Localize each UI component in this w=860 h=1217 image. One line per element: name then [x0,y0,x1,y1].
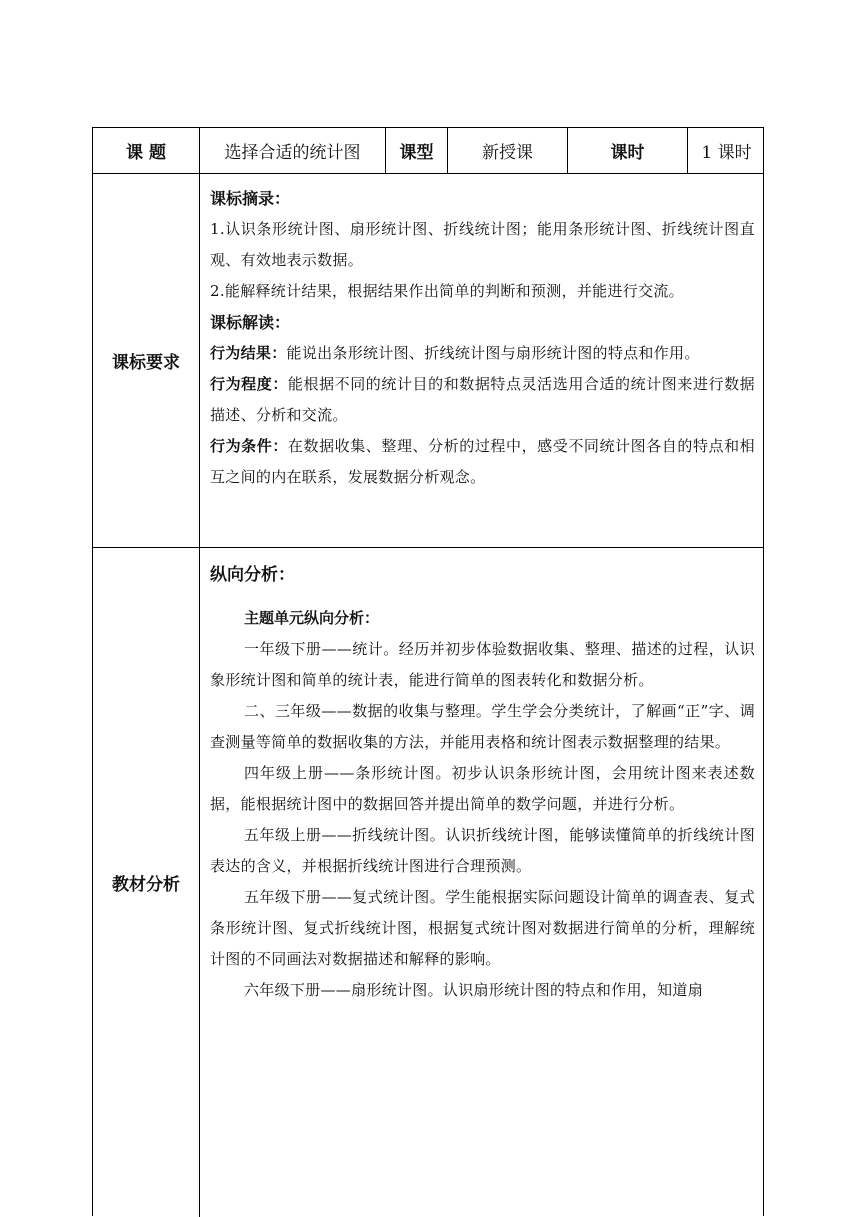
hours-value: 1 课时 [701,143,752,163]
behavior-result-text: 能说出条形统计图、折线统计图与扇形统计图的特点和作用。 [286,344,700,362]
analysis-label: 教材分析 [93,548,200,1217]
analysis-heading: 纵向分析： [210,565,295,585]
excerpt-item-2: 2.能解释统计结果，根据结果作出简单的判断和预测，并能进行交流。 [210,282,684,300]
topic-value: 选择合适的统计图 [200,128,386,173]
analysis-paragraph: 一年级下册——统计。经历并初步体验数据收集、整理、描述的过程，认识象形统计图和简单的统计表，能进行简单的图表转化和数据分析。 [210,640,755,689]
behavior-degree-text: 能根据不同的统计目的和数据特点灵活选用合适的统计图来进行数据描述、分析和交流。 [210,375,755,424]
analysis-paragraph: 五年级上册——折线统计图。认识折线统计图，能够读懂简单的折线统计图表达的含义，并根据折线统计图进行合理预测。 [210,826,755,875]
excerpt-item-1: 1.认识条形统计图、扇形统计图、折线统计图；能用条形统计图、折线统计图直观、有效地表示数据。 [210,220,755,269]
interp-heading: 课标解读： [210,313,291,332]
analysis-paragraph: 四年级上册——条形统计图。初步认识条形统计图，会用统计图来表述数据，能根据统计图中的数据回答并提出简单的数学问题，并进行分析。 [210,764,755,813]
standards-row [93,174,763,548]
analysis-row [93,548,763,1217]
lesson-plan-table [92,127,764,1216]
behavior-condition-label: 行为条件： [210,437,288,455]
type-value: 新授课 [448,128,568,173]
analysis-subheading: 主题单元纵向分析： [244,609,380,627]
behavior-degree [210,369,755,431]
excerpt-heading: 课标摘录： [210,189,291,208]
analysis-paragraph: 五年级下册——复式统计图。学生能根据实际问题设计简单的调查表、复式条形统计图、复式折线统计图，根据复式统计图对数据进行简单的分析，理解统计图的不同画法对数据描述和解释的影响。 [210,888,755,968]
behavior-result [210,338,755,369]
hours-label: 课时 [568,128,688,173]
behavior-degree-label: 行为程度： [210,375,288,393]
topic-label: 课 题 [93,128,200,173]
analysis-content [210,559,755,1006]
behavior-result-label: 行为结果： [210,344,287,362]
behavior-condition-text: 在数据收集、整理、分析的过程中，感受不同统计图各自的特点和相互之间的内在联系，发展数据分析观念。 [210,437,755,486]
behavior-condition [210,431,755,493]
type-label: 课型 [386,128,448,173]
analysis-paragraph: 二、三年级——数据的收集与整理。学生学会分类统计，了解画“正”字、调查测量等简单的数据收集的方法，并能用表格和统计图表示数据整理的结果。 [210,702,755,751]
standards-content [210,183,755,493]
analysis-paragraph: 六年级下册——扇形统计图。认识扇形统计图的特点和作用，知道扇 [244,981,704,999]
standards-label: 课标要求 [93,174,200,547]
header-row [93,128,763,174]
